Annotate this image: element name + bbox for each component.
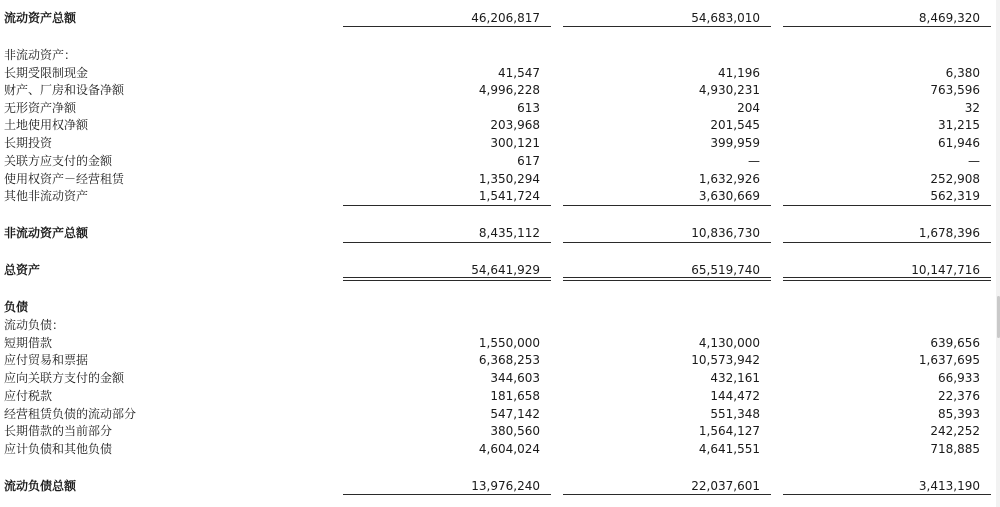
cell-value-col-2: 551,348 [710,407,760,421]
table-row [0,351,1000,369]
cell-value-col-3: 8,469,320 [918,11,980,25]
cell-value-col-2: 3,630,669 [698,189,760,203]
row-label: 长期借款的当前部分 [4,424,113,438]
cell-value-col-1: 1,550,000 [478,336,540,350]
cell-value-col-1: 41,547 [498,66,540,80]
cell-value-col-1: 613 [517,101,540,115]
table-row [0,64,1000,82]
cell-value-col-3: 718,885 [930,442,980,456]
cell-value-col-3: — [968,154,980,168]
table-row [0,99,1000,117]
row-label: 财产、厂房和设备净额 [4,83,125,97]
underline [563,26,771,27]
cell-value-col-3: 562,319 [930,189,980,203]
table-row [0,9,1000,27]
row-label: 使用权资产－经营租赁 [4,172,125,186]
row-label: 经营租赁负债的流动部分 [4,407,137,421]
table-row [0,316,1000,334]
table-row [0,134,1000,152]
table-row [0,369,1000,387]
table-row [0,81,1000,99]
row-label: 其他非流动资产 [4,189,89,203]
row-label: 总资产 [4,263,41,277]
double-underline [343,277,551,281]
table-row [0,334,1000,352]
cell-value-col-2: 432,161 [710,371,760,385]
cell-value-col-3: 10,147,716 [911,263,980,277]
cell-value-col-1: 4,996,228 [478,83,540,97]
row-label: 土地使用权净额 [4,118,89,132]
underline [563,494,771,495]
table-row [0,152,1000,170]
underline [783,494,991,495]
table-row [0,187,1000,205]
row-label: 长期受限制现金 [4,66,89,80]
underline [343,26,551,27]
underline [343,494,551,495]
table-row [0,116,1000,134]
cell-value-col-3: 242,252 [930,424,980,438]
cell-value-col-2: 54,683,010 [691,11,760,25]
cell-value-col-2: 4,930,231 [698,83,760,97]
double-underline [563,277,771,281]
cell-value-col-1: 617 [517,154,540,168]
cell-value-col-2: 22,037,601 [691,479,760,493]
cell-value-col-1: 4,604,024 [478,442,540,456]
underline [563,205,771,206]
cell-value-col-2: 204 [737,101,760,115]
table-row [0,46,1000,64]
cell-value-col-1: 13,976,240 [471,479,540,493]
cell-value-col-2: 201,545 [710,118,760,132]
table-row [0,422,1000,440]
cell-value-col-2: 10,573,942 [691,353,760,367]
cell-value-col-1: 181,658 [490,389,540,403]
cell-value-col-2: 1,632,926 [698,172,760,186]
cell-value-col-3: 32 [964,101,980,115]
cell-value-col-3: 639,656 [930,336,980,350]
scrollbar-track[interactable] [996,0,1000,507]
row-label: 应计负债和其他负债 [4,442,113,456]
cell-value-col-2: 4,641,551 [698,442,760,456]
row-label: 非流动资产： [4,48,77,62]
cell-value-col-1: 46,206,817 [471,11,540,25]
table-row [0,405,1000,423]
row-label: 应付税款 [4,389,53,403]
cell-value-col-1: 8,435,112 [478,226,540,240]
cell-value-col-3: 6,380 [945,66,980,80]
cell-value-col-3: 252,908 [930,172,980,186]
row-label: 流动负债总额 [4,479,77,493]
table-row [0,170,1000,188]
row-label: 长期投资 [4,136,53,150]
cell-value-col-2: 10,836,730 [691,226,760,240]
cell-value-col-3: 22,376 [938,389,980,403]
underline [563,242,771,243]
row-label: 流动负债： [4,318,65,332]
cell-value-col-3: 31,215 [938,118,980,132]
cell-value-col-1: 1,350,294 [478,172,540,186]
cell-value-col-3: 1,637,695 [918,353,980,367]
cell-value-col-1: 300,121 [490,136,540,150]
double-underline [783,277,991,281]
cell-value-col-2: — [748,154,760,168]
table-row [0,298,1000,316]
underline [783,242,991,243]
cell-value-col-3: 3,413,190 [918,479,980,493]
cell-value-col-1: 547,142 [490,407,540,421]
underline [783,26,991,27]
underline [783,205,991,206]
cell-value-col-1: 203,968 [490,118,540,132]
cell-value-col-3: 1,678,396 [918,226,980,240]
cell-value-col-1: 54,641,929 [471,263,540,277]
cell-value-col-2: 65,519,740 [691,263,760,277]
cell-value-col-2: 4,130,000 [698,336,760,350]
cell-value-col-1: 380,560 [490,424,540,438]
cell-value-col-3: 85,393 [938,407,980,421]
cell-value-col-3: 66,933 [938,371,980,385]
cell-value-col-1: 344,603 [490,371,540,385]
table-row [0,224,1000,242]
underline [343,205,551,206]
table-row [0,477,1000,495]
cell-value-col-1: 6,368,253 [478,353,540,367]
table-row [0,387,1000,405]
row-label: 应向关联方支付的金额 [4,371,125,385]
row-label: 关联方应支付的金额 [4,154,113,168]
row-label: 无形资产净额 [4,101,77,115]
cell-value-col-2: 41,196 [718,66,760,80]
cell-value-col-3: 763,596 [930,83,980,97]
cell-value-col-2: 1,564,127 [698,424,760,438]
cell-value-col-2: 399,959 [710,136,760,150]
row-label: 负债 [4,300,29,314]
row-label: 非流动资产总额 [4,226,89,240]
cell-value-col-3: 61,946 [938,136,980,150]
row-label: 应付贸易和票据 [4,353,89,367]
row-label: 流动资产总额 [4,11,77,25]
cell-value-col-1: 1,541,724 [478,189,540,203]
table-row [0,440,1000,458]
cell-value-col-2: 144,472 [710,389,760,403]
underline [343,242,551,243]
row-label: 短期借款 [4,336,53,350]
